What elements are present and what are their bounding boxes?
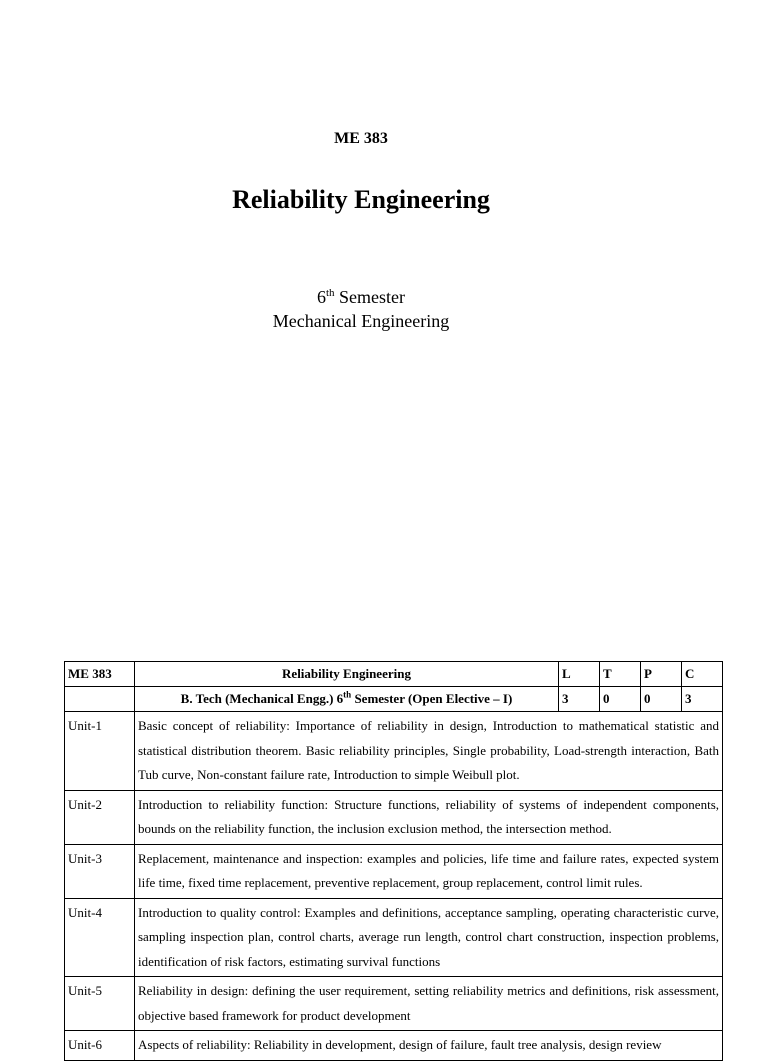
program-suffix: th [343,689,352,700]
header-code: ME 383 [65,662,135,687]
header-title: Reliability Engineering [135,662,559,687]
unit-content: Introduction to reliability function: Structure functions, reliability of systems of independent components, bounds on the reliability function, the inclusion exclusion method, the intersection method. [135,790,723,844]
unit-content: Replacement, maintenance and inspection: examples and policies, life time and failure rates, expected system life time, fixed time replacement, preventive replacement, group replacement, control limit rules. [135,844,723,898]
credit-c: 3 [682,687,723,712]
program-cell [135,687,559,712]
unit-label: Unit-2 [65,790,135,844]
department: Mechanical Engineering [272,311,450,331]
course-title: Reliability Engineering [232,185,490,214]
unit-label: Unit-1 [65,712,135,791]
header-l: L [559,662,600,687]
unit-row [65,844,723,898]
course-code: ME 383 [334,130,388,147]
credit-p: 0 [641,687,682,712]
unit-row [65,712,723,791]
unit-content: Basic concept of reliability: Importance of reliability in design, Introduction to mathematical statistic and statistical distribution theorem. Basic reliability principles, Single probability, Load-strength interaction, Bath Tub curve, Non-constant failure rate, Introduction to simple Weibull plot. [135,712,723,791]
program-rest: Semester (Open Elective – I) [351,691,513,706]
header-p: P [641,662,682,687]
semester-word: Semester [339,287,406,307]
header-c: C [682,662,723,687]
unit-row [65,1031,723,1061]
semester-suffix: th [325,287,335,299]
credit-l: 3 [559,687,600,712]
subheader-blank [65,687,135,712]
unit-content: Introduction to quality control: Examples and definitions, acceptance sampling, operating characteristic curve, sampling inspection plan, control charts, average run length, control chart construction, inspection problems, identification of risk factors, estimating survival functions [135,898,723,977]
unit-content: Aspects of reliability: Reliability in development, design of failure, fault tree analysis, design review [135,1031,723,1061]
unit-label: Unit-3 [65,844,135,898]
program-prefix: B. Tech (Mechanical Engg.) 6 [180,691,344,706]
unit-content: Reliability in design: defining the user requirement, setting reliability metrics and definitions, risk assessment, objective based framework for product development [135,977,723,1031]
subheader-row [65,687,723,712]
unit-row [65,790,723,844]
unit-label: Unit-5 [65,977,135,1031]
unit-label: Unit-4 [65,898,135,977]
semester-line [0,287,722,308]
header-row [65,662,723,687]
unit-label: Unit-6 [65,1031,135,1061]
header-t: T [600,662,641,687]
unit-row [65,977,723,1031]
semester-number: 6 [316,287,326,307]
syllabus-table [64,661,723,1061]
credit-t: 0 [600,687,641,712]
unit-row [65,898,723,977]
